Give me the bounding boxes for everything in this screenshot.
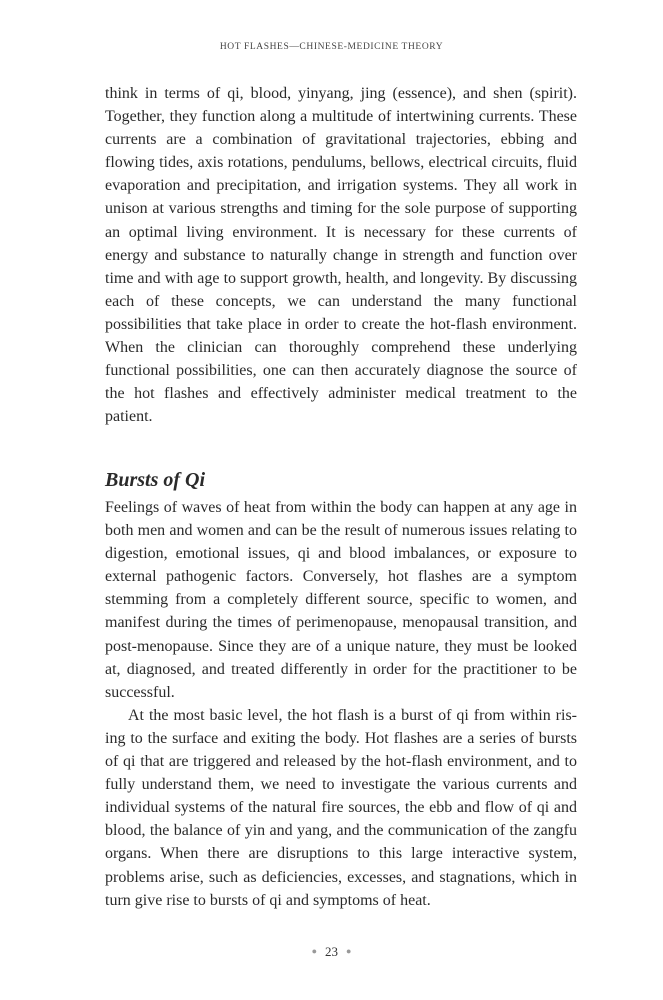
paragraph: At the most basic level, the hot flash is a burst of qi from within rising to the surface and exiting the body. Hot flashes are a series of bursts of qi that are triggered and released by the hot-flash environment, and to fully understand them, we need to investigate the various currents and individual systems of the natural fire sources, the ebb and flow of qi and blood, the balance of yin and yang, and the communication of the zangfu organs. When there are disruptions to this large interactive system, problems arise, such as deficiencies, excesses, and stagnations, which in turn give rise to bursts of qi and symptoms of heat. bbox=[105, 706, 577, 909]
paragraph: think in terms of qi, blood, yinyang, jing (essence), and shen (spirit). Together, they function along a multitude of intertwining currents. These currents are a combination of gravitational trajectories, ebbing and flowing tides, axis rotations, pendulums, bellows, electrical circuits, fluid evaporation and precipitation, and irrigation systems. They all work in unison at various strengths and timing for the sole purpose of supporting an optimal living environment. It is necessary for these currents of energy and substance to naturally change in strength and function over time and with age to support growth, health, and longevity. By discussing each of these concepts, we can understand the many functional possibilities that take place in order to create the hot-flash environment. When the clinician can thoroughly comprehend these underlying functional possibilities, one can then accurately diagnose the source of the hot flashes and effectively administer medical treatment to the patient. bbox=[105, 85, 577, 426]
ornament-dot-icon: ● bbox=[311, 946, 317, 956]
page-folio bbox=[0, 944, 663, 960]
section-heading: Bursts of Qi bbox=[105, 469, 206, 491]
ornament-dot-icon: ● bbox=[346, 946, 352, 956]
body-text-intro bbox=[105, 82, 577, 428]
running-head: HOT FLASHES—CHINESE-MEDICINE THEORY bbox=[219, 42, 444, 52]
paragraph: Feelings of waves of heat from within the body can happen at any age in both men and women and can be the result of numerous issues relating to digestion, emotional issues, qi and blood imbalances, or exposure to external pathogenic factors. Conversely, hot flashes are a symptom stemming from a completely different source, specific to women, and manifest during the times of perimenopause, menopausal transition, and post-menopause. Since they are of a unique nature, they must be looked at, diagnosed, and treated differently in order for the practitioner to be successful. bbox=[105, 499, 577, 701]
body-text-section bbox=[105, 496, 577, 912]
page-number: 23 bbox=[325, 944, 338, 959]
